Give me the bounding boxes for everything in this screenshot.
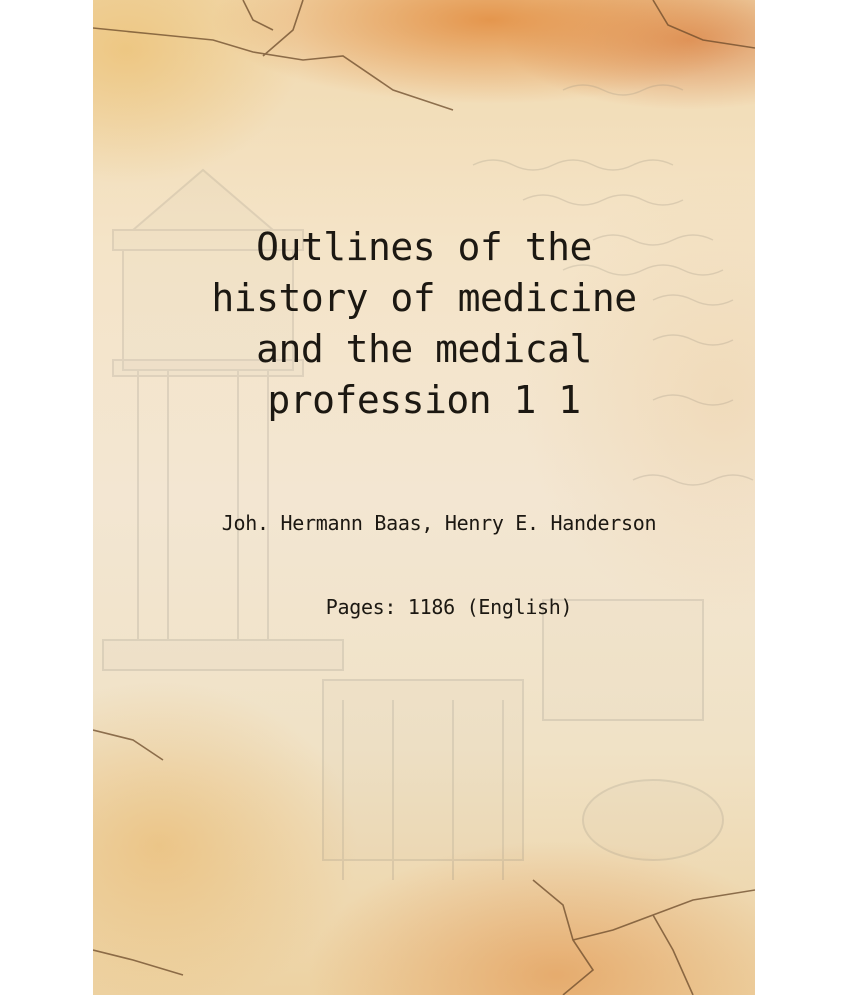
parchment-background-illustration [93, 0, 755, 995]
book-title: Outlines of the history of medicine and the medical profession 1 1 [211, 225, 637, 422]
page-count: Pages: 1186 (English) [325, 595, 573, 619]
book-cover [93, 0, 755, 995]
book-authors: Joh. Hermann Baas, Henry E. Handerson [221, 511, 657, 535]
